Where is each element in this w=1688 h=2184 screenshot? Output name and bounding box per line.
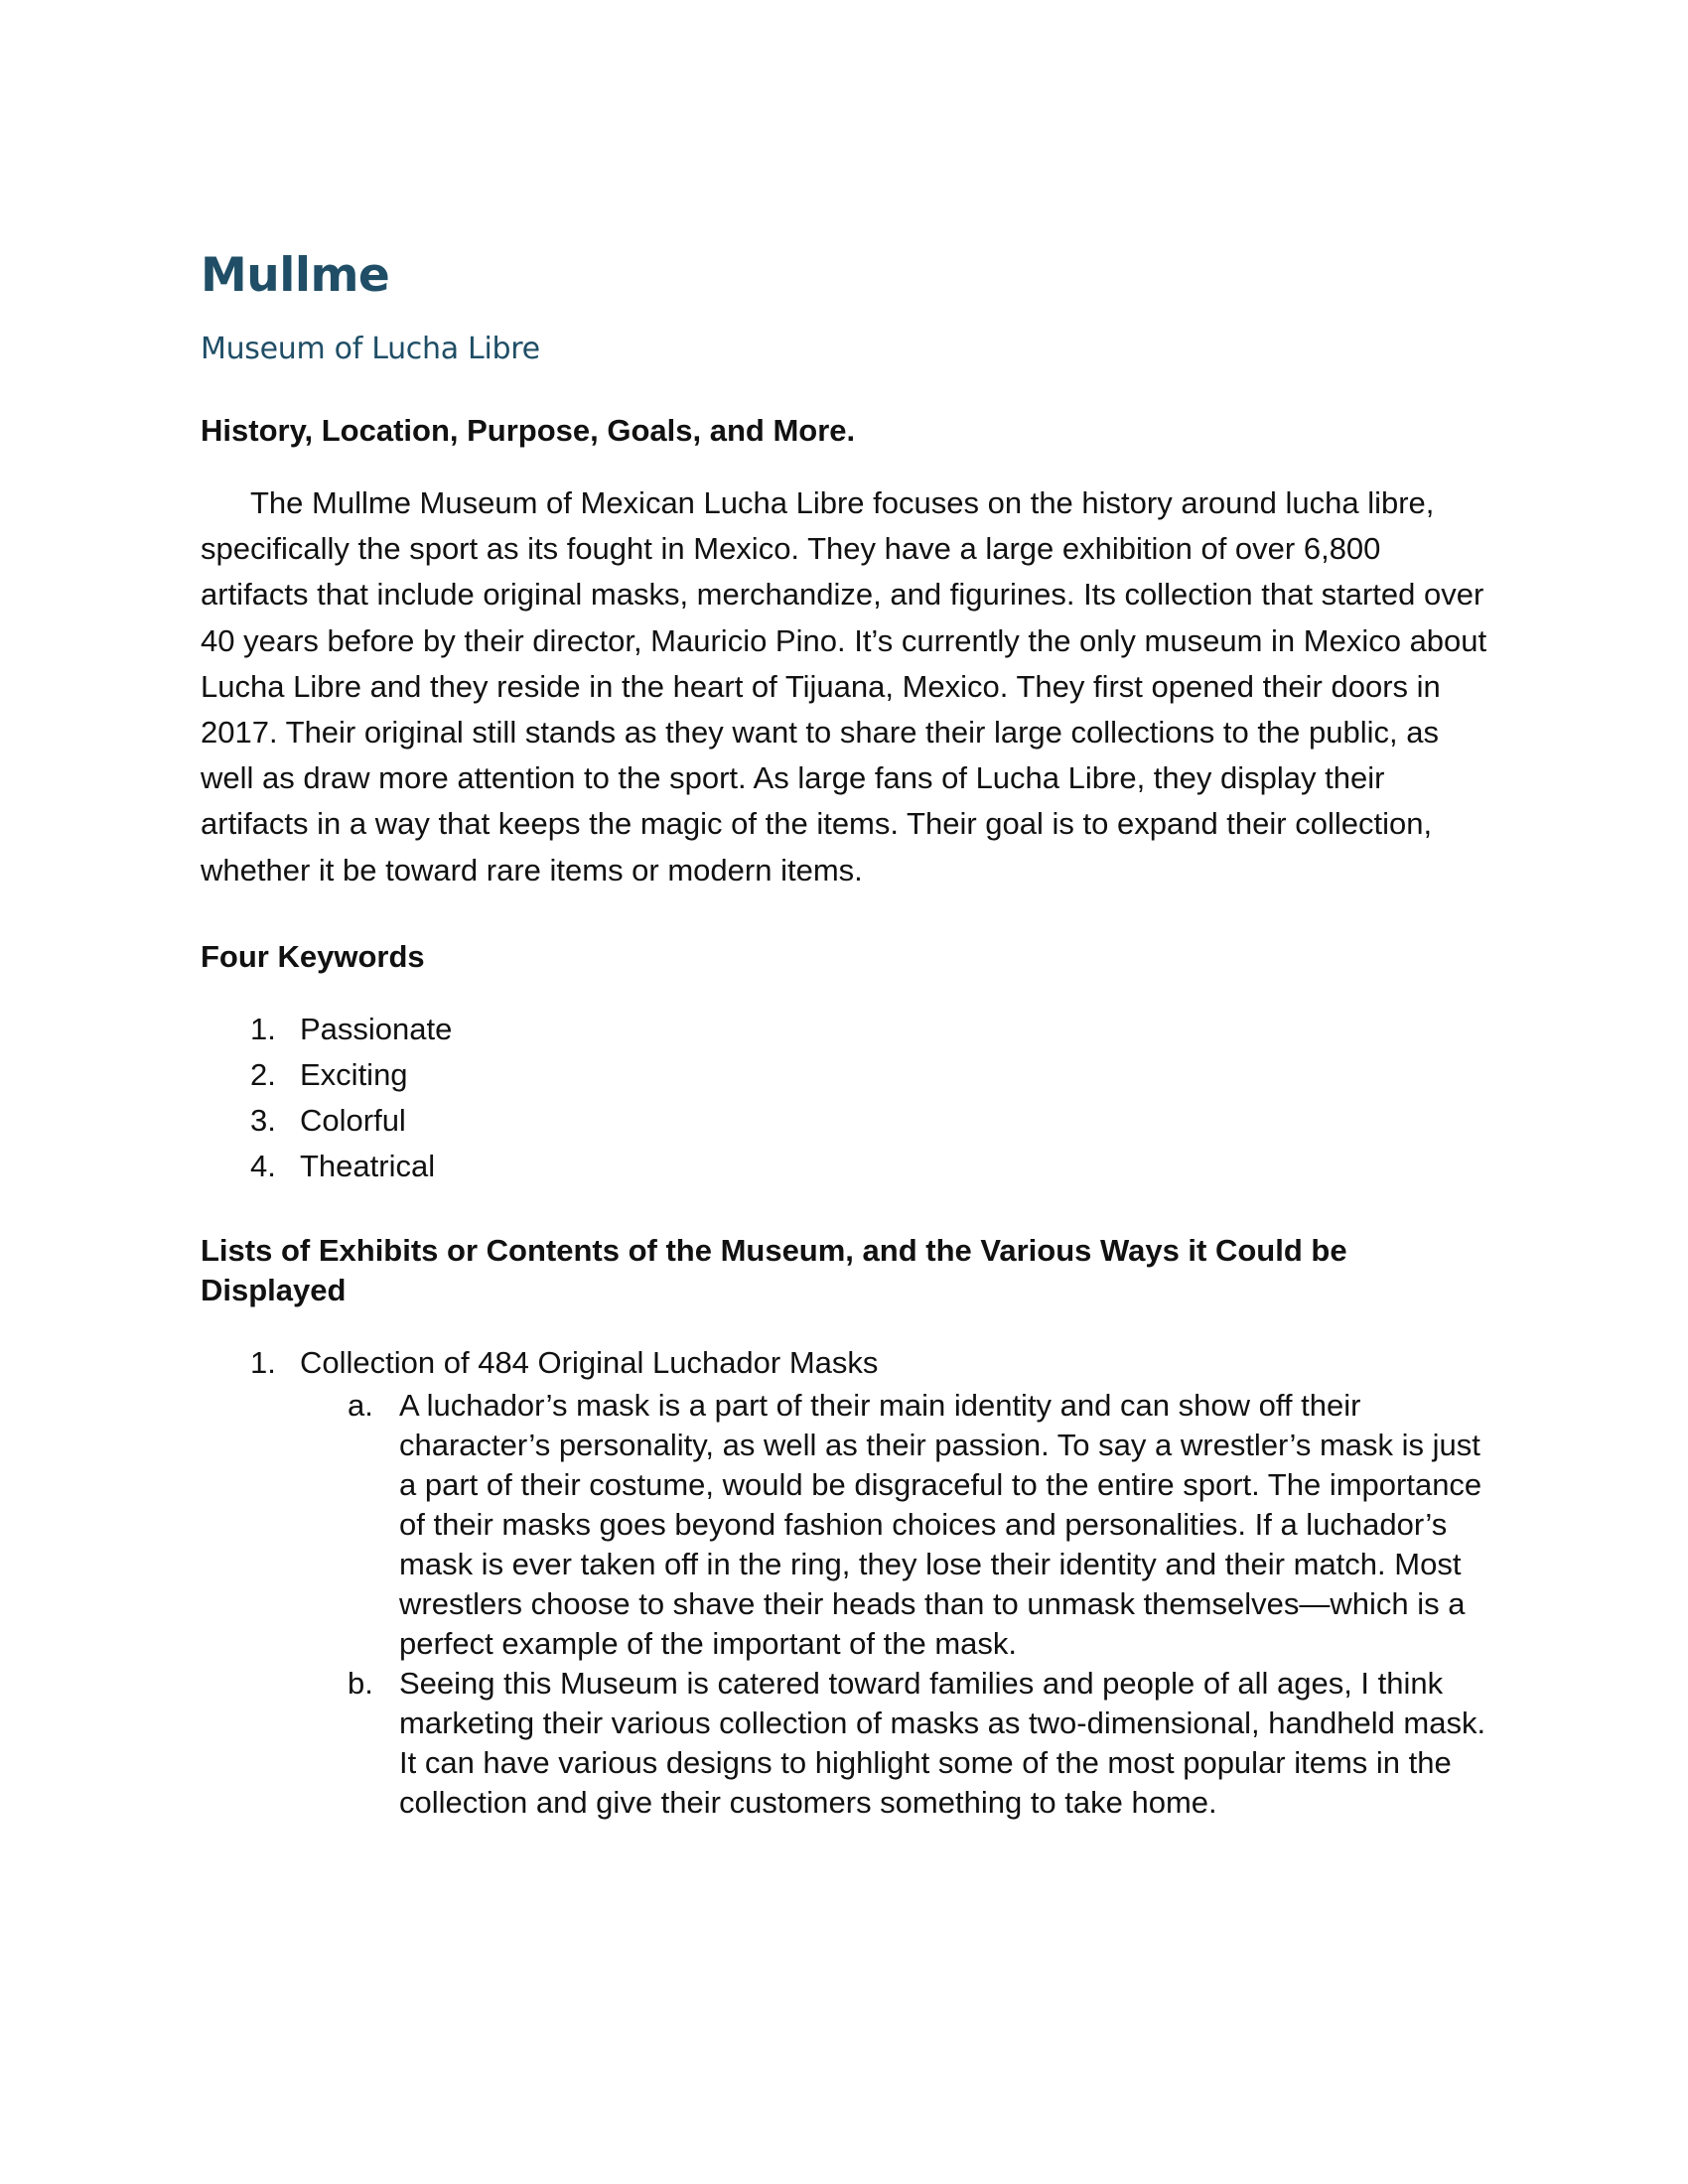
sub-list-item (201, 1664, 1489, 1823)
sub-list-item (201, 1386, 1489, 1664)
keyword-text: Colorful (300, 1102, 406, 1138)
list-item (201, 1052, 1489, 1098)
keyword-text: Passionate (300, 1011, 453, 1046)
document-subtitle: Museum of Lucha Libre (201, 332, 540, 366)
list-item (201, 1144, 1489, 1189)
list-number: 4. (250, 1148, 276, 1183)
keyword-text: Exciting (300, 1056, 408, 1092)
exhibit-row (201, 1340, 1489, 1386)
document-title: Mullme (201, 248, 390, 303)
sub-list-letter: b. (348, 1665, 373, 1701)
list-number: 3. (250, 1102, 276, 1138)
keyword-text: Theatrical (300, 1148, 436, 1183)
exhibits-list (201, 1340, 1489, 1823)
sub-list-text: A luchador’s mask is a part of their main identity and can show off their character’s personality, as well as their passion. To say a wrestler’s mask is just a part of their costume, would be disgraceful to the entire sport. The importance of their masks goes beyond fashion choices and personalities. If a luchador’s mask is ever taken off in the ring, they lose their identity and their match. Most wrestlers choose to shave their heads than to unmask themselves—which is a perfect example of the important of the mask. (399, 1387, 1482, 1661)
exhibit-sublist (201, 1386, 1489, 1823)
list-number: 2. (250, 1056, 276, 1092)
section-heading-exhibits: Lists of Exhibits or Contents of the Museum, and the Various Ways it Could be Displayed (201, 1232, 1347, 1307)
list-number: 1. (250, 1344, 276, 1380)
list-item (201, 1007, 1489, 1052)
list-item (201, 1340, 1489, 1823)
exhibit-title: Collection of 484 Original Luchador Masks (300, 1344, 879, 1380)
keywords-list (201, 1007, 1489, 1189)
sub-list-text: Seeing this Museum is catered toward families and people of all ages, I think marketing their various collection of masks as two-dimensional, handheld mask. It can have various designs to highlight some of the most popular items in the collection and give their customers something to take home. (399, 1665, 1486, 1820)
list-item (201, 1098, 1489, 1144)
section-heading-history: History, Location, Purpose, Goals, and More. (201, 413, 856, 448)
section-heading-keywords: Four Keywords (201, 938, 425, 974)
history-paragraph: The Mullme Museum of Mexican Lucha Libre focuses on the history around lucha libre, specifically the sport as its fought in Mexico. They have a large exhibition of over 6,800 artifacts that include original masks, merchandize, and figurines. Its collection that started over 40 years before by their director, Mauricio Pino. It’s currently the only museum in Mexico about Lucha Libre and they reside in the heart of Tijuana, Mexico. They first opened their doors in 2017. Their original still stands as they want to share their large collections to the public, as well as draw more attention to the sport. As large fans of Lucha Libre, they display their artifacts in a way that keeps the magic of the items. Their goal is to expand their collection, whether it be toward rare items or modern items. (201, 485, 1487, 887)
list-number: 1. (250, 1011, 276, 1046)
sub-list-letter: a. (348, 1387, 373, 1423)
